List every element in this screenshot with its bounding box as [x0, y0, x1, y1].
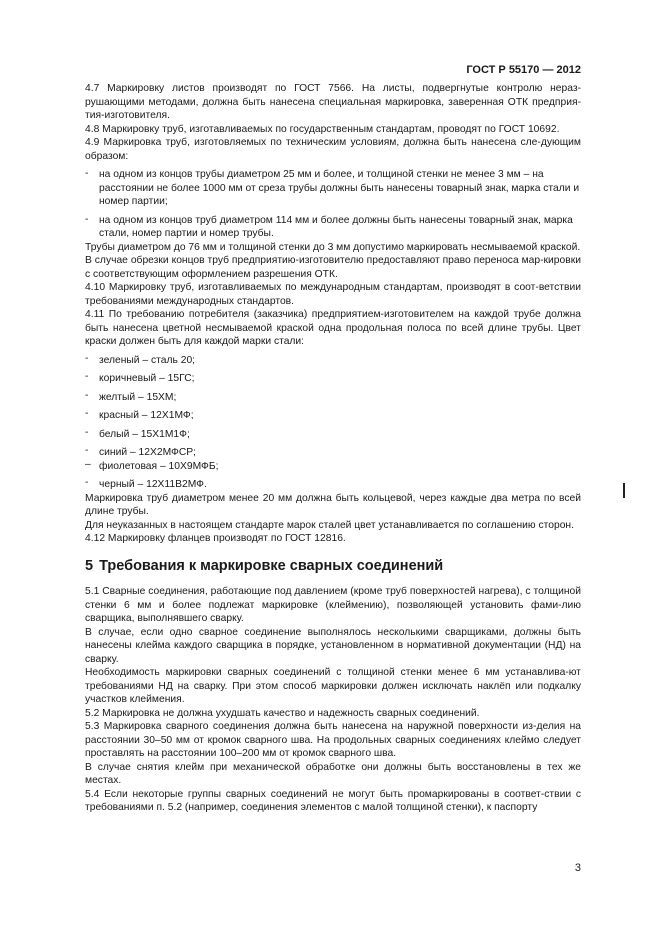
paragraph: В случае, если одно сварное соединение выполнялось несколькими сварщиками, должны быть нанесены клейма каждого сварщика в порядке, установленном в нормативной документации (НД) на сварку. [85, 626, 581, 665]
paragraph: 4.9 Маркировка труб, изготовляемых по техническим условиям, должна быть нанесена сле-дующим образом: [85, 137, 581, 162]
color-list-item [85, 478, 581, 492]
paragraph: Необходимость маркировки сварных соединений с толщиной стенки менее 6 мм устанавлива-ют требованиями НД на сварку. При этом способ маркировки должен исключать наклёп или подкалку участков клеймения. [85, 667, 581, 705]
paragraph: 5.4 Если некоторые группы сварных соединений не могут быть промаркированы в соответ-ствии с требованиями п. 5.2 (например, соединения элементов с малой толщиной стенки), к паспорту [85, 788, 581, 813]
paragraph: В случае обрезки концов труб предприятию-изготовителю предоставляют право переноса мар-кировки с соответствующим оформлением разрешения ОТК. [85, 255, 581, 280]
dash-bullet: - [85, 213, 89, 225]
color-list-item [85, 391, 581, 405]
color-list-item [85, 460, 581, 474]
list-item-text: на одном из концов трубы диаметром 25 мм и более, и толщиной стенки не менее 3 мм – на расстоянии не более 1000 мм от среза трубы должны быть нанесены товарный знак, марка стали и номер партии; [99, 169, 580, 207]
color-item-text: черный – 12Х11В2МФ. [99, 479, 207, 490]
color-item-text: желтый – 15ХМ; [99, 391, 177, 403]
dash-bullet: - [85, 445, 89, 456]
paragraph: 4.7 Маркировку листов производят по ГОСТ 7566. На листы, подвергнутые контролю нераз-рушающими методами, должна быть нанесена специальная маркировка, заверенная ОТК предприя-тия-изготовителя. [85, 83, 581, 121]
paragraph: Трубы диаметром до 76 мм и толщиной стенки до 3 мм допустимо маркировать несмываемой краской. [85, 241, 581, 253]
paragraph: 4.11 По требованию потребителя (заказчика) предприятием-изготовителем на каждой трубе должна быть нанесена цветной несмываемой краской одна продольная полоса по всей длине трубы. Цвет краски должен быть для каждой марки стали: [85, 309, 581, 347]
section-number: 5 [85, 557, 94, 574]
dash-bullet: - [85, 389, 89, 401]
document-body [85, 82, 581, 815]
dash-bullet: - [85, 168, 89, 179]
paragraph: В случае снятия клейм при механической обработке они должны быть восстановлены в тех же местах. [85, 761, 581, 786]
list-item-text: на одном из концов труб диаметром 114 мм и более должны быть нанесены товарный знак, марка стали, номер партии и номер трубы. [99, 214, 573, 239]
dash-bullet: - [85, 426, 89, 438]
color-list-item [85, 354, 581, 368]
dash-bullet: - [85, 371, 89, 382]
color-item-text: белый – 15Х1М1Ф; [99, 428, 190, 440]
color-item-text: синий – 12Х2МФСР; [99, 447, 196, 458]
section-title: Требования к маркировке сварных соединений [99, 557, 444, 574]
color-item-text: коричневый – 15ГС; [99, 373, 195, 384]
paragraph: Маркировка труб диаметром менее 20 мм должна быть кольцевой, через каждые два метра по всей длине трубы. [85, 492, 581, 517]
paragraph: 4.12 Маркировку фланцев производят по ГОСТ 12816. [85, 533, 346, 544]
paragraph: 4.10 Маркировку труб, изготавливаемых по международным стандартам, производят в соот-ветствии требованиями международных стандартов. [85, 282, 581, 307]
color-list-item [85, 409, 581, 423]
page-number: 3 [574, 862, 581, 874]
paragraph: 5.2 Маркировка не должна ухудшать качество и надежность сварных соединений. [85, 707, 480, 719]
paragraph: Для неуказанных в настоящем стандарте марок сталей цвет устанавливается по соглашению сторон. [85, 519, 574, 531]
list-item [85, 214, 581, 241]
dash-bullet: – [85, 458, 91, 470]
dash-bullet: - [85, 477, 89, 488]
list-item [85, 168, 581, 209]
color-item-text: фиолетовая – 10Х9МФБ; [99, 460, 219, 472]
color-list-item [85, 372, 581, 386]
revision-bar [623, 483, 625, 498]
paragraph: 5.3 Маркировка сварного соединения должна быть нанесена на наружной поверхности из-делия на расстоянии 30–50 мм от кромок сварного шва. На продольных сварных соединениях клеймо следует проставлять на расстоянии 100–200 мм от кромок сварного шва. [85, 721, 581, 759]
color-item-text: красный – 12Х1МФ; [99, 410, 194, 421]
paragraph: 4.8 Маркировку труб, изготавливаемых по государственным стандартам, проводят по ГОСТ 10692. [85, 123, 560, 135]
color-list-item [85, 428, 581, 442]
dash-bullet: - [85, 408, 89, 419]
document-code: ГОСТ Р 55170 — 2012 [466, 64, 581, 76]
color-item-text: зеленый – сталь 20; [99, 354, 196, 366]
section-heading [85, 557, 581, 574]
paragraph: 5.1 Сварные соединения, работающие под давлением (кроме труб поверхностей нагрева), с толщиной стенки 6 мм и более подлежат маркировке (клеймению), позволяющей установить фами-лию сварщика, выполнявшего сварку. [85, 586, 581, 624]
color-list-item [85, 446, 581, 460]
dash-bullet: - [85, 352, 89, 364]
